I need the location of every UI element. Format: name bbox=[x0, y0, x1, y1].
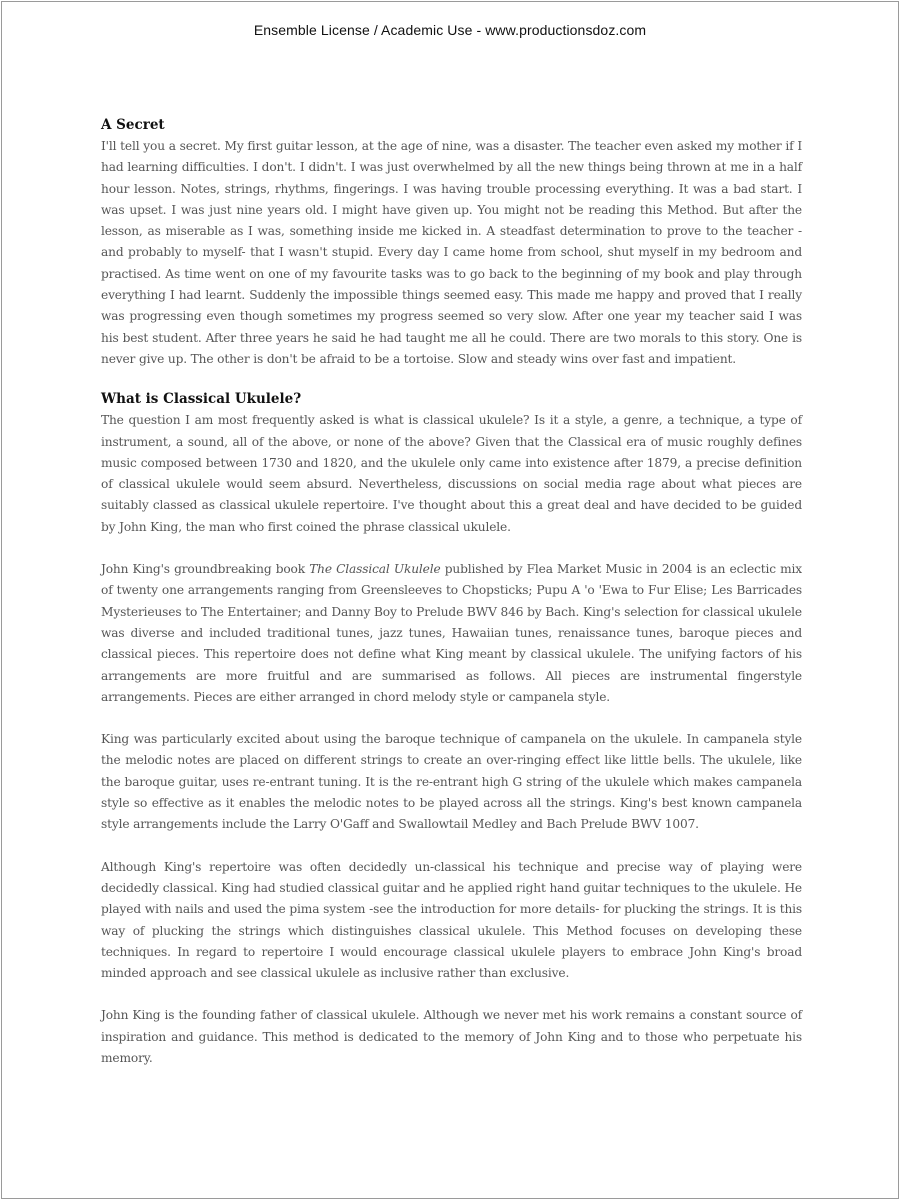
king-text-after: published by Flea Market Music in 2004 is an eclectic mix of twenty one arrangements ranging from Greensleeves to Chopsticks; Pupu A 'o 'Ewa to Fur Elise; Les Barricades Mysterieuses to The Entertainer; and Danny Boy to Prelude BWV 846 by Bach. King's selection for classical ukulele was diverse and included traditional tunes, jazz tunes, Hawaiian tunes, renaissance tunes, baroque pieces and classical pieces. This repertoire does not define what King meant by classical ukulele. The unifying factors of his arrangements are more fruitful and are summarised as follows. All pieces are instrumental fingerstyle arrangements. Pieces are either arranged in chord melody style or campanela style. bbox=[101, 562, 802, 704]
paragraph-campanela: King was particularly excited about using the baroque technique of campanela on the ukulele. In campanela style the melodic notes are placed on different strings to create an over-ringing effect like little bells. The ukulele, like the baroque guitar, uses re-entrant tuning. It is the re-entrant high G string of the ukulele which makes campanela style so effective as it enables the melodic notes to be played across all the strings. King's best known campanela style arrangements include the Larry O'Gaff and Swallowtail Medley and Bach Prelude BWV 1007. bbox=[101, 732, 802, 832]
paragraph-dedication: John King is the founding father of classical ukulele. Although we never met his work remains a constant source of inspiration and guidance. This method is dedicated to the memory of John King and to those who perpetuate his memory. bbox=[101, 1008, 802, 1065]
page-content bbox=[101, 114, 802, 1069]
section-heading-classical-ukulele: What is Classical Ukulele? bbox=[101, 391, 302, 408]
document-page bbox=[1, 1, 899, 1199]
paragraph-secret: I'll tell you a secret. My first guitar lesson, at the age of nine, was a disaster. The teacher even asked my mother if I had learning difficulties. I don't. I didn't. I was just overwhelmed by all the new things being thrown at me in a half hour lesson. Notes, strings, rhythms, fingerings. I was having trouble processing everything. It was a bad start. I was upset. I was just nine years old. I might have given up. You might not be reading this Method. But after the lesson, as miserable as I was, something inside me kicked in. A steadfast determination to prove to the teacher -and probably to myself- that I wasn't stupid. Every day I came home from school, shut myself in my bedroom and practised. As time went on one of my favourite tasks was to go back to the beginning of my book and play through everything I had learnt. Suddenly the impossible things seemed easy. This made me happy and proved that I really was progressing even though sometimes my progress seemed so very slow. After one year my teacher said I was his best student. After three years he said he had taught me all he could. There are two morals to this story. One is never give up. The other is don't be afraid to be a tortoise. Slow and steady wins over fast and impatient. bbox=[101, 139, 802, 366]
paragraph-technique: Although King's repertoire was often decidedly un-classical his technique and precise way of playing were decidedly classical. King had studied classical guitar and he applied right hand guitar techniques to the ukulele. He played with nails and used the pima system -see the introduction for more details- for plucking the strings. It is this way of plucking the strings which distinguishes classical ukulele. This Method focuses on developing these techniques. In regard to repertoire I would encourage classical ukulele players to embrace John King's broad minded approach and see classical ukulele as inclusive rather than exclusive. bbox=[101, 859, 802, 981]
book-title: The Classical Ukulele bbox=[309, 562, 441, 577]
paragraph-john-king-book bbox=[101, 559, 802, 708]
king-text-before: John King's groundbreaking book bbox=[101, 562, 310, 577]
paragraph-question: The question I am most frequently asked is what is classical ukulele? Is it a style, a genre, a technique, a type of instrument, a sound, all of the above, or none of the above? Given that the Classical era of music roughly defines music composed between 1730 and 1820, and the ukulele only came into existence after 1879, a precise definition of classical ukulele would seem absurd. Nevertheless, discussions on social media rage about what pieces are suitably classed as classical ukulele repertoire. I've thought about this a great deal and have decided to be guided by John King, the man who first coined the phrase classical ukulele. bbox=[101, 413, 802, 534]
section-heading-a-secret: A Secret bbox=[101, 117, 165, 133]
license-header: Ensemble License / Academic Use - www.productionsdoz.com bbox=[253, 22, 647, 38]
